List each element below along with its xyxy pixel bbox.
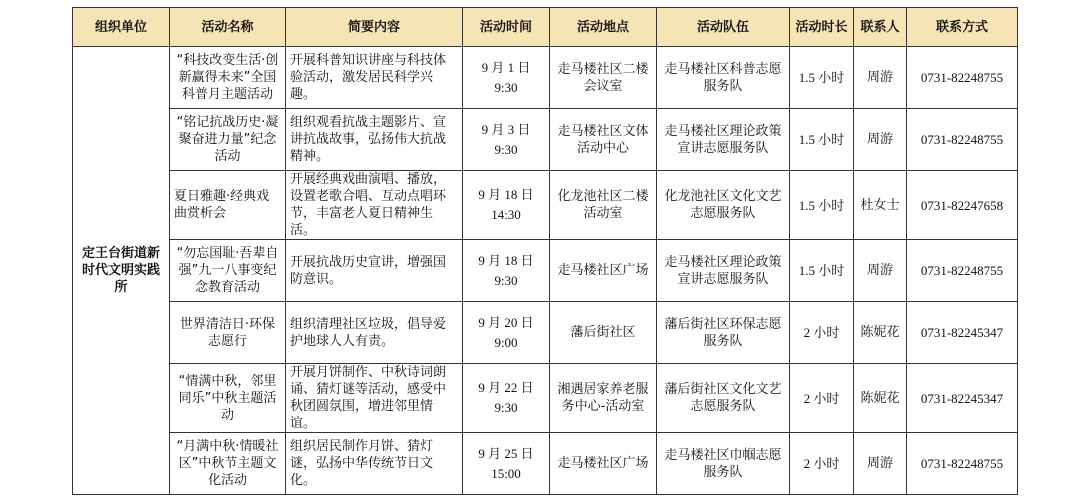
header-activity-team: 活动队伍 (657, 8, 790, 47)
team-cell: 化龙池社区文化文艺志愿服务队 (657, 171, 790, 240)
contact-cell: 杜女士 (854, 171, 907, 240)
clock-text: 9:30 (494, 141, 518, 157)
phone-cell: 0731-82248755 (907, 240, 1018, 302)
time-cell (463, 433, 550, 495)
table-row (73, 364, 1018, 433)
team-cell: 藩后街社区文化文艺志愿服务队 (657, 364, 790, 433)
content-cell: 开展科普知识讲座与科技体验活动，激发居民科学兴趣。 (286, 47, 463, 109)
time-cell (463, 364, 550, 433)
duration-cell: 2 小时 (790, 364, 854, 433)
location-cell: 走马楼社区广场 (550, 240, 657, 302)
table-row (73, 47, 1018, 109)
content-cell: 组织观看抗战主题影片、宣讲抗战故事，弘扬伟大抗战精神。 (286, 109, 463, 171)
content-cell: 开展月饼制作、中秋诗词朗诵、猜灯谜等活动，感受中秋团圆氛围，增进邻里情谊。 (286, 364, 463, 433)
phone-cell: 0731-82248755 (907, 109, 1018, 171)
clock-text: 9:30 (494, 272, 518, 288)
header-duration: 活动时长 (790, 8, 854, 47)
header-activity-time: 活动时间 (463, 8, 550, 47)
time-cell (463, 240, 550, 302)
location-cell: 藩后街社区 (550, 302, 657, 364)
location-cell: 走马楼社区二楼会议室 (550, 47, 657, 109)
team-cell: 走马楼社区理论政策宣讲志愿服务队 (657, 240, 790, 302)
contact-cell: 陈妮花 (854, 364, 907, 433)
activity-name-cell: “月满中秋·情暖社区”中秋节主题文化活动 (170, 433, 286, 495)
date-text: 9 月 18 日 (478, 252, 534, 268)
clock-text: 9:30 (494, 400, 518, 415)
header-activity-location: 活动地点 (550, 8, 657, 47)
duration-cell: 1.5 小时 (790, 171, 854, 240)
table-row (73, 240, 1018, 302)
table-row (73, 171, 1018, 240)
header-contact-person: 联系人 (854, 8, 907, 47)
content-cell: 开展经典戏曲演唱、播放，设置老歌合唱、互动点唱环节，丰富老人夏日精神生活。 (286, 171, 463, 240)
organizer-cell: 定王台街道新时代文明实践所 (73, 47, 170, 495)
activity-name-cell: “勿忘国耻·吾辈自强”九一八事变纪念教育活动 (170, 240, 286, 302)
header-row (73, 8, 1018, 47)
clock-text: 15:00 (491, 465, 521, 481)
header-brief-content: 简要内容 (286, 8, 463, 47)
clock-text: 14:30 (491, 207, 521, 222)
time-cell (463, 171, 550, 240)
activity-name-cell: “铭记抗战历史·凝聚奋进力量”纪念活动 (170, 109, 286, 171)
phone-cell: 0731-82247658 (907, 171, 1018, 240)
contact-cell: 周游 (854, 109, 907, 171)
header-activity-name: 活动名称 (170, 8, 286, 47)
content-cell: 开展抗战历史宣讲，增强国防意识。 (286, 240, 463, 302)
clock-text: 9:00 (494, 334, 518, 350)
phone-cell: 0731-82245347 (907, 364, 1018, 433)
header-organizer: 组织单位 (73, 8, 170, 47)
time-cell (463, 47, 550, 109)
duration-cell: 1.5 小时 (790, 109, 854, 171)
activity-name-cell: 世界清洁日·环保志愿行 (170, 302, 286, 364)
duration-cell: 2 小时 (790, 433, 854, 495)
activity-schedule-table (72, 7, 1018, 495)
phone-cell: 0731-82245347 (907, 302, 1018, 364)
phone-cell: 0731-82248755 (907, 47, 1018, 109)
clock-text: 9:30 (494, 79, 518, 95)
date-text: 9 月 20 日 (478, 314, 534, 330)
time-cell (463, 109, 550, 171)
team-cell: 走马楼社区巾帼志愿服务队 (657, 433, 790, 495)
duration-cell: 1.5 小时 (790, 240, 854, 302)
header-contact-phone: 联系方式 (907, 8, 1018, 47)
location-cell: 湘遇居家养老服务中心-活动室 (550, 364, 657, 433)
contact-cell: 陈妮花 (854, 302, 907, 364)
location-cell: 走马楼社区文体活动中心 (550, 109, 657, 171)
content-cell: 组织清理社区垃圾，倡导爱护地球人人有责。 (286, 302, 463, 364)
content-cell: 组织居民制作月饼、猜灯谜，弘扬中华传统节日文化。 (286, 433, 463, 495)
duration-cell: 2 小时 (790, 302, 854, 364)
activity-name-cell: “科技改变生活·创新赢得未来”全国科普月主题活动 (170, 47, 286, 109)
table-row (73, 109, 1018, 171)
contact-cell: 周游 (854, 433, 907, 495)
duration-cell: 1.5 小时 (790, 47, 854, 109)
date-text: 9 月 22 日 (478, 380, 534, 395)
time-cell (463, 302, 550, 364)
table-row (73, 433, 1018, 495)
team-cell: 走马楼社区科普志愿服务队 (657, 47, 790, 109)
date-text: 9 月 1 日 (481, 59, 531, 75)
team-cell: 走马楼社区理论政策宣讲志愿服务队 (657, 109, 790, 171)
activity-name-cell: “情满中秋，邻里同乐”中秋主题活动 (170, 364, 286, 433)
date-text: 9 月 18 日 (478, 187, 534, 202)
contact-cell: 周游 (854, 47, 907, 109)
activity-name-cell: 夏日雅趣·经典戏曲赏析会 (170, 171, 286, 240)
date-text: 9 月 25 日 (478, 445, 534, 461)
date-text: 9 月 3 日 (481, 121, 531, 137)
table-row (73, 302, 1018, 364)
location-cell: 走马楼社区广场 (550, 433, 657, 495)
location-cell: 化龙池社区二楼活动室 (550, 171, 657, 240)
contact-cell: 周游 (854, 240, 907, 302)
team-cell: 藩后街社区环保志愿服务队 (657, 302, 790, 364)
phone-cell: 0731-82248755 (907, 433, 1018, 495)
